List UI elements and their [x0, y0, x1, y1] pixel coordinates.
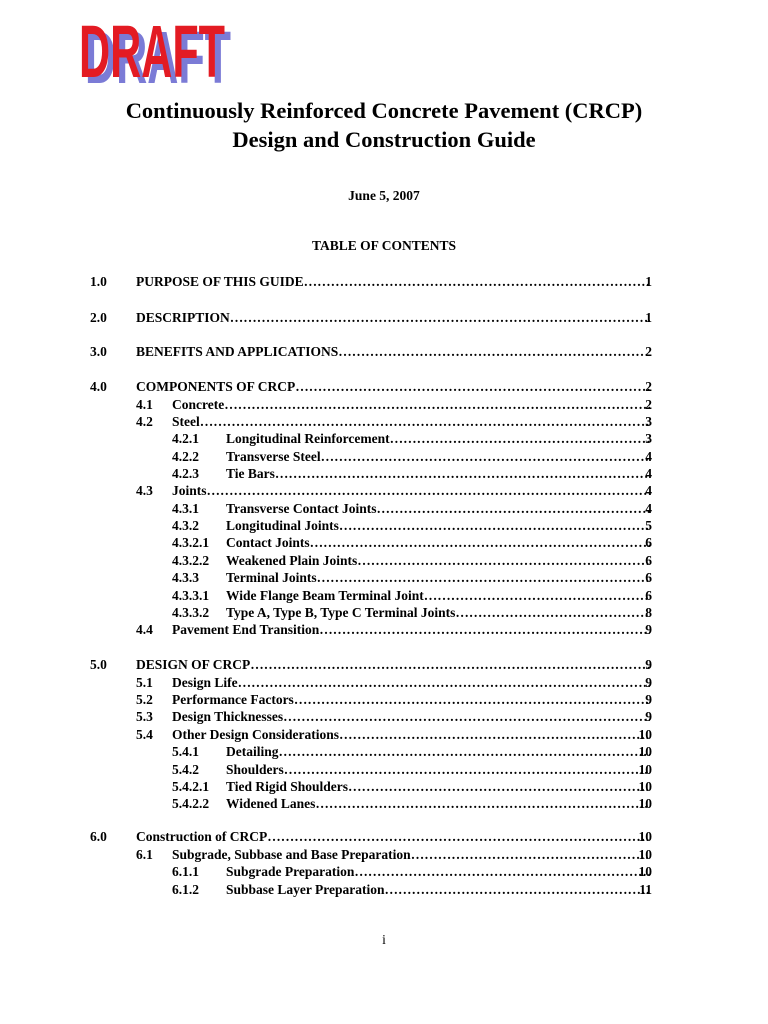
- toc-entry-page: 10: [638, 744, 652, 759]
- toc-entry-page: 10: [638, 779, 652, 794]
- toc-entry-title: Other Design Considerations: [172, 727, 340, 742]
- toc-entry-page: 4: [645, 466, 652, 481]
- toc-entry-title: Design Life: [172, 675, 238, 690]
- toc-entry[interactable]: [0, 691, 768, 709]
- toc-entry-number: 4.2.1: [172, 431, 199, 446]
- toc-dot-leader: [376, 500, 650, 518]
- toc-entry[interactable]: [0, 569, 768, 587]
- toc-dot-leader: [390, 430, 650, 448]
- toc-entry[interactable]: [0, 726, 768, 744]
- toc-entry-page: 10: [638, 762, 652, 777]
- toc-entry-number: 3.0: [90, 344, 107, 359]
- toc-entry-title: Concrete: [172, 397, 225, 412]
- toc-entry-page: 9: [645, 657, 652, 672]
- toc-entry-title: Pavement End Transition: [172, 622, 320, 637]
- toc-entry-number: 5.4.1: [172, 744, 199, 759]
- toc-entry-title: Longitudinal Joints: [226, 518, 339, 533]
- toc-dot-leader: [339, 726, 650, 744]
- toc-entry-title: Steel: [172, 414, 200, 429]
- toc-entry[interactable]: [0, 656, 768, 674]
- toc-dot-leader: [284, 761, 650, 779]
- toc-entry-number: 5.3: [136, 709, 153, 724]
- toc-dot-leader: [424, 587, 650, 605]
- toc-dot-leader: [207, 482, 650, 500]
- toc-dot-leader: [304, 273, 650, 291]
- toc-entry-number: 4.3.3.1: [172, 588, 210, 603]
- document-title-line1: Continuously Reinforced Concrete Pavement (CRCP): [125, 98, 643, 123]
- toc-entry-title: Joints: [172, 483, 207, 498]
- page-number: i: [382, 932, 386, 947]
- toc-entry[interactable]: [0, 846, 768, 864]
- toc-entry[interactable]: [0, 778, 768, 796]
- toc-entry-number: 4.3.2: [172, 518, 199, 533]
- toc-entry[interactable]: [0, 621, 768, 639]
- toc-entry-title: Terminal Joints: [226, 570, 317, 585]
- draft-watermark-shadow: DRAFT: [85, 16, 231, 85]
- toc-dot-leader: [411, 846, 650, 864]
- toc-dot-leader: [338, 343, 650, 361]
- toc-entry[interactable]: [0, 413, 768, 431]
- toc-dot-leader: [315, 795, 650, 813]
- toc-entry-number: 4.3.3.2: [172, 605, 210, 620]
- toc-heading: TABLE OF CONTENTS: [311, 238, 457, 253]
- toc-entry-number: 4.0: [90, 379, 107, 394]
- toc-entry-number: 4.2: [136, 414, 153, 429]
- toc-entry[interactable]: [0, 604, 768, 622]
- toc-entry-title: DESCRIPTION: [136, 310, 230, 325]
- toc-entry-page: 4: [645, 483, 652, 498]
- toc-entry-number: 5.1: [136, 675, 153, 690]
- toc-entry[interactable]: [0, 674, 768, 692]
- draft-watermark: [78, 13, 238, 85]
- toc-entry-title: DESIGN OF CRCP: [136, 657, 251, 672]
- toc-entry-page: 6: [645, 535, 652, 550]
- toc-entry-page: 10: [638, 829, 652, 844]
- toc-dot-leader: [267, 828, 650, 846]
- toc-entry-page: 10: [638, 796, 652, 811]
- toc-dot-leader: [317, 569, 650, 587]
- toc-entry-page: 6: [645, 570, 652, 585]
- toc-dot-leader: [224, 396, 650, 414]
- toc-entry-page: 2: [645, 397, 652, 412]
- toc-entry-page: 9: [645, 692, 652, 707]
- toc-entry-number: 6.0: [90, 829, 107, 844]
- document-title-line2: Design and Construction Guide: [232, 127, 536, 152]
- toc-entry[interactable]: [0, 273, 768, 291]
- toc-entry[interactable]: [0, 378, 768, 396]
- toc-dot-leader: [348, 778, 650, 796]
- toc-entry[interactable]: [0, 448, 768, 466]
- toc-entry-title: Detailing: [226, 744, 279, 759]
- toc-entry-title: PURPOSE OF THIS GUIDE: [136, 274, 304, 289]
- toc-entry-page: 1: [645, 310, 652, 325]
- toc-entry-page: 6: [645, 588, 652, 603]
- toc-entry[interactable]: [0, 500, 768, 518]
- toc-entry-page: 1: [645, 274, 652, 289]
- toc-entry-page: 3: [645, 431, 652, 446]
- toc-entry[interactable]: [0, 396, 768, 414]
- toc-dot-leader: [357, 552, 650, 570]
- toc-entry[interactable]: [0, 587, 768, 605]
- toc-entry-number: 4.3.1: [172, 501, 199, 516]
- toc-entry[interactable]: [0, 828, 768, 846]
- toc-entry-title: Tied Rigid Shoulders: [226, 779, 349, 794]
- toc-entry-title: Type A, Type B, Type C Terminal Joints: [226, 605, 456, 620]
- toc-entry-number: 4.1: [136, 397, 153, 412]
- toc-entry-number: 4.2.2: [172, 449, 199, 464]
- toc-entry[interactable]: [0, 552, 768, 570]
- toc-dot-leader: [283, 708, 650, 726]
- toc-entry[interactable]: [0, 795, 768, 813]
- toc-entry-page: 9: [645, 622, 652, 637]
- toc-entry-title: COMPONENTS OF CRCP: [136, 379, 296, 394]
- toc-entry-page: 6: [645, 553, 652, 568]
- toc-entry-number: 5.4.2.2: [172, 796, 210, 811]
- toc-entry[interactable]: [0, 708, 768, 726]
- toc-entry-title: Widened Lanes: [226, 796, 316, 811]
- toc-entry-page: 10: [638, 847, 652, 862]
- toc-dot-leader: [385, 881, 650, 899]
- toc-entry-title: Construction of CRCP: [136, 829, 268, 844]
- toc-entry-number: 4.2.3: [172, 466, 199, 481]
- toc-dot-leader: [339, 517, 650, 535]
- toc-dot-leader: [250, 656, 650, 674]
- toc-dot-leader: [455, 604, 650, 622]
- toc-entry-title: Transverse Contact Joints: [226, 501, 377, 516]
- toc-entry[interactable]: [0, 430, 768, 448]
- toc-entry-page: 9: [645, 675, 652, 690]
- toc-dot-leader: [230, 309, 650, 327]
- toc-dot-leader: [238, 674, 650, 692]
- toc-entry-title: Longitudinal Reinforcement: [226, 431, 390, 446]
- toc-entry-page: 9: [645, 709, 652, 724]
- toc-entry-number: 5.4.2.1: [172, 779, 210, 794]
- document-date: June 5, 2007: [348, 188, 420, 203]
- toc-entry-title: Subgrade, Subbase and Base Preparation: [172, 847, 411, 862]
- toc-dot-leader: [310, 534, 650, 552]
- toc-dot-leader: [295, 378, 650, 396]
- toc-entry[interactable]: [0, 465, 768, 483]
- toc-entry[interactable]: [0, 761, 768, 779]
- toc-dot-leader: [319, 621, 650, 639]
- toc-entry-title: Transverse Steel: [226, 449, 321, 464]
- toc-entry-title: Contact Joints: [226, 535, 310, 550]
- toc-entry-page: 10: [638, 727, 652, 742]
- toc-entry-page: 4: [645, 449, 652, 464]
- toc-entry[interactable]: [0, 881, 768, 899]
- toc-entry-page: 10: [638, 864, 652, 879]
- toc-entry-title: Performance Factors: [172, 692, 294, 707]
- toc-entry-page: 2: [645, 344, 652, 359]
- toc-entry-title: Design Thicknesses: [172, 709, 284, 724]
- toc-entry-number: 6.1.1: [172, 864, 199, 879]
- toc-entry-number: 5.4: [136, 727, 153, 742]
- toc-dot-leader: [279, 743, 651, 761]
- toc-entry-title: BENEFITS AND APPLICATIONS: [136, 344, 339, 359]
- toc-entry-page: 5: [645, 518, 652, 533]
- toc-entry-title: Wide Flange Beam Terminal Joint: [226, 588, 424, 603]
- toc-entry-number: 5.0: [90, 657, 107, 672]
- toc-entry-page: 11: [639, 882, 652, 897]
- toc-entry[interactable]: [0, 309, 768, 327]
- toc-entry-page: 2: [645, 379, 652, 394]
- toc-entry[interactable]: [0, 482, 768, 500]
- toc-entry-number: 4.4: [136, 622, 153, 637]
- toc-entry-title: Weakened Plain Joints: [226, 553, 358, 568]
- toc-entry-number: 6.1.2: [172, 882, 199, 897]
- toc-entry[interactable]: [0, 517, 768, 535]
- toc-entry-number: 4.3: [136, 483, 153, 498]
- toc-entry[interactable]: [0, 534, 768, 552]
- toc-dot-leader: [294, 691, 650, 709]
- toc-dot-leader: [321, 448, 650, 466]
- toc-entry-number: 6.1: [136, 847, 153, 862]
- toc-entry-title: Tie Bars: [226, 466, 275, 481]
- toc-entry-number: 4.3.2.1: [172, 535, 210, 550]
- toc-entry-title: Shoulders: [226, 762, 284, 777]
- toc-entry-number: 5.4.2: [172, 762, 199, 777]
- toc-entry[interactable]: [0, 743, 768, 761]
- toc-entry-page: 4: [645, 501, 652, 516]
- toc-entry-number: 5.2: [136, 692, 153, 707]
- toc-entry[interactable]: [0, 343, 768, 361]
- toc-entry-title: Subgrade Preparation: [226, 864, 355, 879]
- toc-entry-number: 1.0: [90, 274, 107, 289]
- toc-dot-leader: [354, 863, 650, 881]
- draft-watermark-text: DRAFT: [79, 13, 225, 85]
- toc-entry-title: Subbase Layer Preparation: [226, 882, 385, 897]
- toc-entry-number: 4.3.2.2: [172, 553, 210, 568]
- toc-dot-leader: [275, 465, 650, 483]
- toc-entry-number: 4.3.3: [172, 570, 199, 585]
- toc-entry-page: 3: [645, 414, 652, 429]
- toc-entry-number: 2.0: [90, 310, 107, 325]
- toc-entry[interactable]: [0, 863, 768, 881]
- toc-entry-page: 8: [645, 605, 652, 620]
- toc-dot-leader: [200, 413, 650, 431]
